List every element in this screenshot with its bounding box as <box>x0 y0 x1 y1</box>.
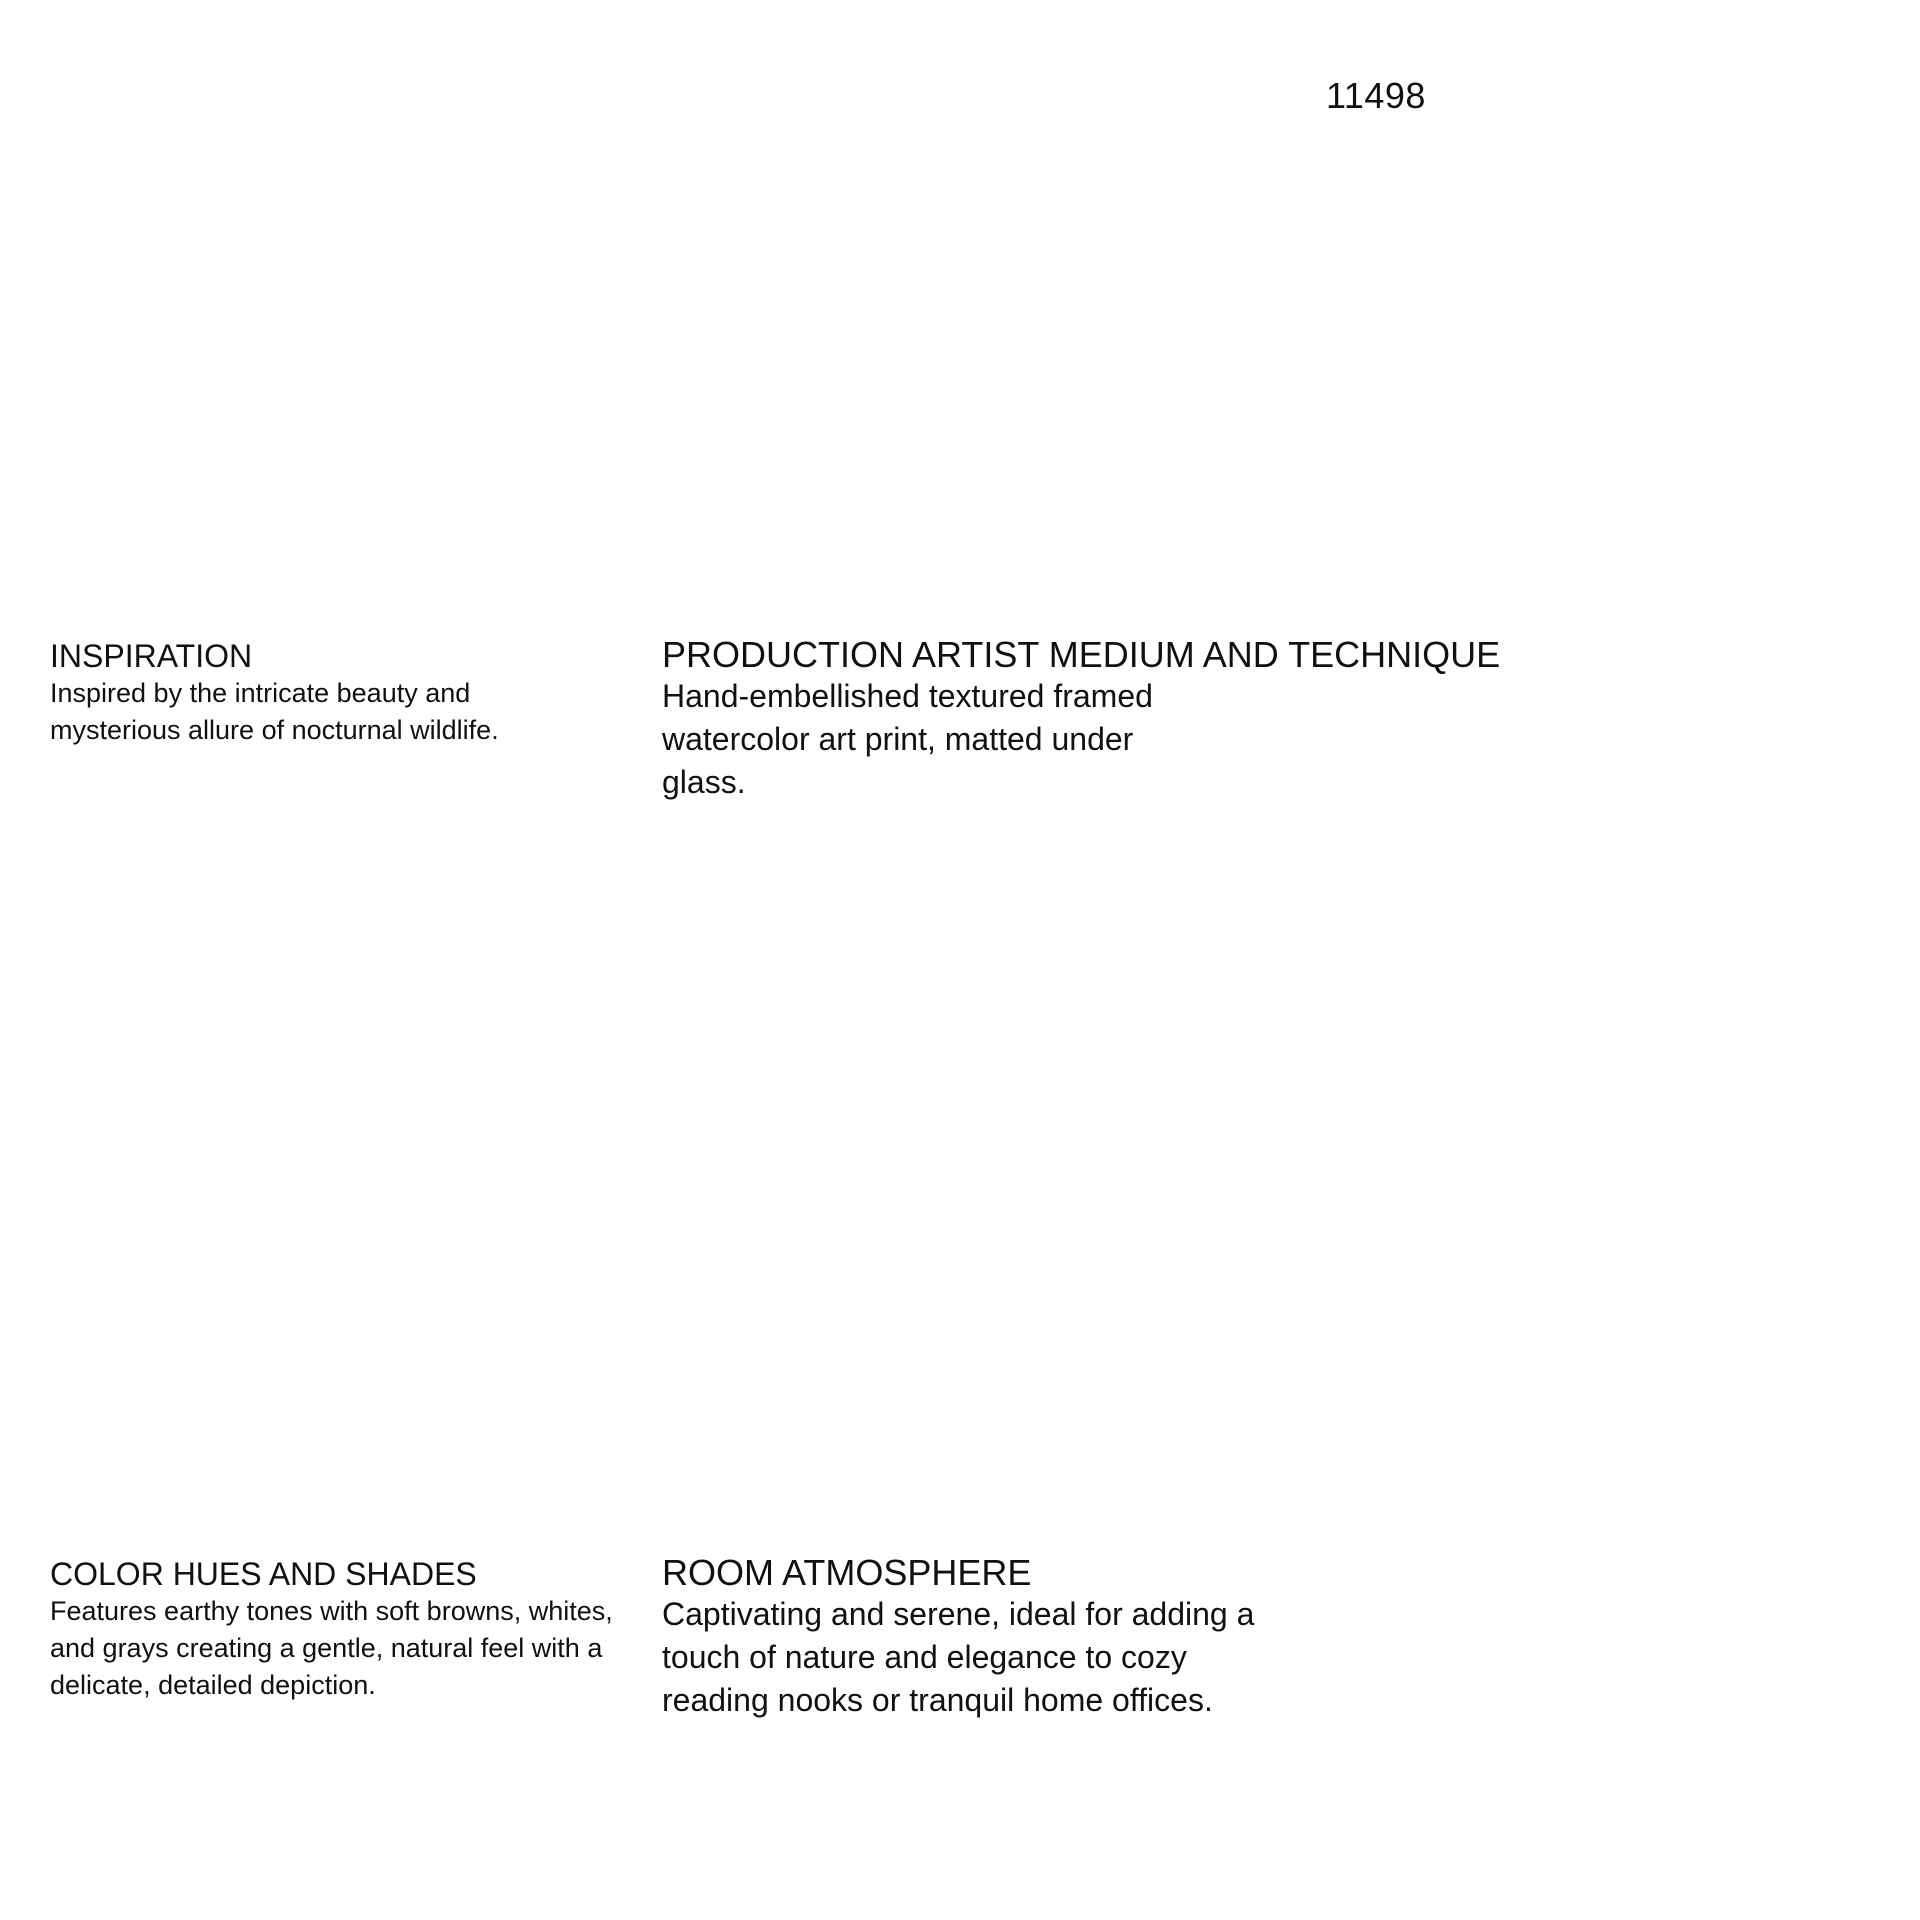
hues-title: COLOR HUES AND SHADES <box>50 1556 477 1592</box>
inspiration-text: Inspired by the intricate beauty and mysterious allure of nocturnal wildlife. <box>50 677 499 745</box>
hues-section <box>50 1556 620 1704</box>
inspiration-title: INSPIRATION <box>50 638 253 674</box>
atmosphere-text: Captivating and serene, ideal for adding a touch of nature and elegance to cozy reading nooks or tranquil home offices. <box>662 1596 1255 1719</box>
inspiration-section <box>50 638 550 749</box>
technique-section <box>662 634 1500 804</box>
product-code: 11498 <box>1326 75 1426 116</box>
atmosphere-title: ROOM ATMOSPHERE <box>662 1552 1032 1593</box>
hues-text: Features earthy tones with soft browns, whites, and grays creating a gentle, natural feel with a delicate, detailed depiction. <box>50 1595 613 1700</box>
technique-title: PRODUCTION ARTIST MEDIUM AND TECHNIQUE <box>662 634 1501 675</box>
atmosphere-section <box>662 1552 1262 1722</box>
technique-text: Hand-embellished textured framed watercolor art print, matted under glass. <box>662 678 1153 801</box>
